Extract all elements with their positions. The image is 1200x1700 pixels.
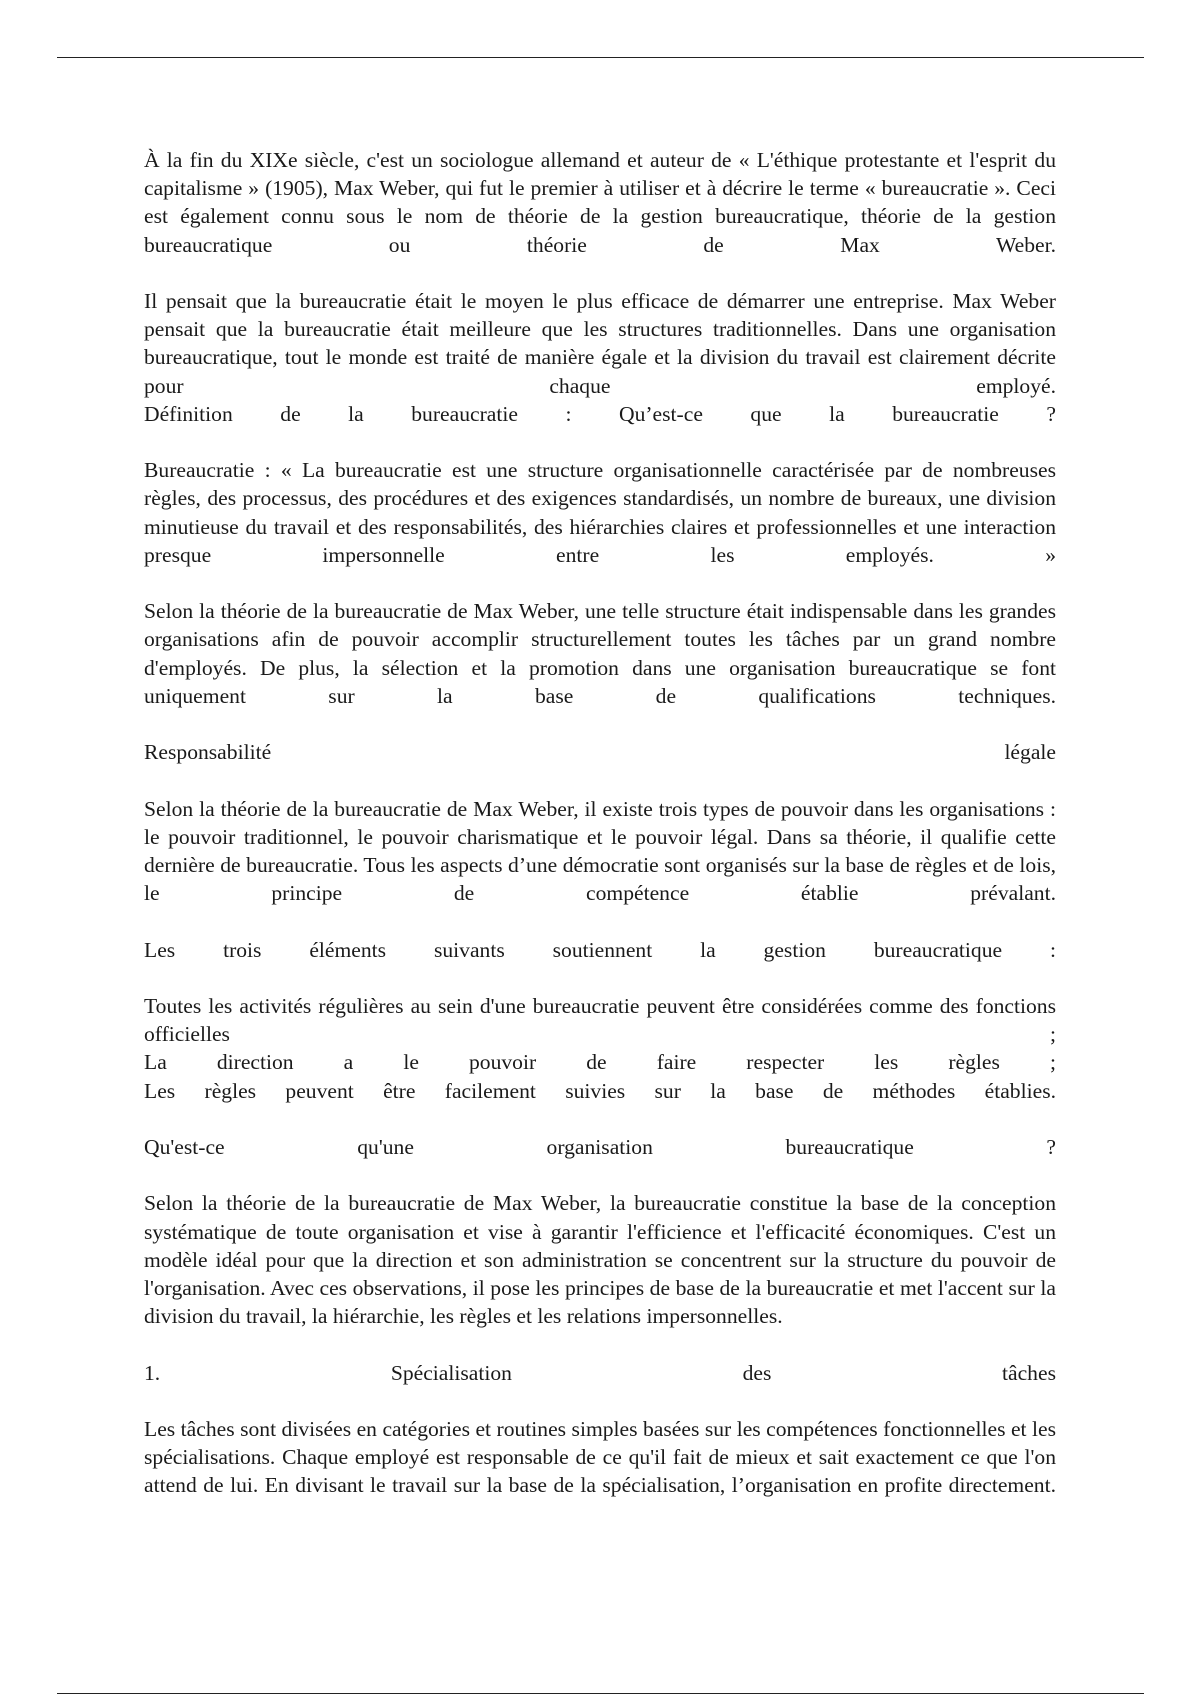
list-elements [144, 992, 1056, 1105]
heading-responsabilite-legale [144, 738, 1056, 766]
heading-organisation-question: Qu'est-ce qu'une organisation bureaucratique ? [144, 1134, 1056, 1159]
paragraph-intro: À la fin du XIXe siècle, c'est un sociologue allemand et auteur de « L'éthique protestante et l'esprit du capitalisme » (1905), Max Weber, qui fut le premier à utiliser et à décrire le terme « bureaucratie ». Ceci est également connu sous le nom de théorie de la gestion bureaucratique, théorie de la gestion bureaucratique ou théorie de Max Weber. [144, 148, 1056, 257]
heading-specialisation-word2: des [742, 1360, 772, 1385]
definition-heading-text: Définition de la bureaucratie : Qu’est-ce que la bureaucratie ? [144, 401, 1056, 426]
heading-specialisation-word3: tâches [1002, 1360, 1056, 1385]
definition-heading [144, 400, 1056, 428]
heading-specialisation [144, 1359, 1056, 1387]
list-item-direction: La direction a le pouvoir de faire respecter les règles ; [144, 1050, 1056, 1075]
paragraph-systematic-design: Selon la théorie de la bureaucratie de Max Weber, la bureaucratie constitue la base de la conception systématique de toute organisation et vise à garantir l'efficience et l'efficacité économiques. C'est un modèle idéal pour que la direction et son administration se concentrent sur la structure du pouvoir de l'organisation. Avec ces observations, il pose les principes de base de la bureaucratie et met l'accent sur la division du travail, la hiérarchie, les règles et les relations impersonnelles. [144, 1191, 1056, 1329]
paragraph-power-types: Selon la théorie de la bureaucratie de Max Weber, il existe trois types de pouvoir dans les organisations : le pouvoir traditionnel, le pouvoir charismatique et le pouvoir légal. Dans sa théorie, il qualifie cette dernière de bureaucratie. Tous les aspects d’une démocratie sont organisés sur la base de règles et de lois, le principe de compétence établie prévalant. [144, 796, 1056, 906]
paragraph-definition-quote: Bureaucratie : « La bureaucratie est une structure organisationnelle caractérisée par de nombreuses règles, des processus, des procédures et des exigences standardisés, un nombre de bureaux, une division minutieuse du travail et des responsabilités, des hiérarchies claires et professionnelles et une interaction presque impersonnelle entre les employés. » [144, 458, 1056, 567]
heading-responsabilite-right: légale [1004, 740, 1056, 765]
list-item-activities: Toutes les activités régulières au sein d'une bureaucratie peuvent être considérées comme des fonctions officielles ; [144, 993, 1056, 1047]
heading-specialisation-number: 1. [144, 1360, 161, 1385]
footer-rule [57, 1693, 1144, 1694]
paragraph-structure: Selon la théorie de la bureaucratie de Max Weber, une telle structure était indispensable dans les grandes organisations afin de pouvoir accomplir structurellement toutes les tâches par un grand nombre d'employés. De plus, la sélection et la promotion dans une organisation bureaucratique se font uniquement sur la base de qualifications techniques. [144, 599, 1056, 708]
paragraph-weber-opinion-text: Il pensait que la bureaucratie était le moyen le plus efficace de démarrer une entreprise. Max Weber pensait que la bureaucratie était meilleure que les structures traditionnelles. Dans une organisation bureaucratique, tout le monde est traité de manière égale et la division du travail est clairement décrite pour chaque employé. [144, 289, 1056, 398]
heading-responsabilite-left: Responsabilité [144, 740, 272, 765]
document-body [144, 146, 1056, 1528]
header-rule [57, 57, 1144, 58]
paragraph-three-elements: Les trois éléments suivants soutiennent la gestion bureaucratique : [144, 937, 1056, 962]
paragraph-weber-opinion [144, 287, 1056, 400]
list-item-rules: Les règles peuvent être facilement suivies sur la base de méthodes établies. [144, 1078, 1056, 1103]
heading-specialisation-word1: Spécialisation [390, 1360, 512, 1385]
paragraph-task-division: Les tâches sont divisées en catégories et routines simples basées sur les compétences fonctionnelles et les spécialisations. Chaque employé est responsable de ce qu'il fait de mieux et sait exactement ce que l'on attend de lui. En divisant le travail sur la base de la spécialisation, l’organisation en profite directement. [144, 1416, 1056, 1498]
